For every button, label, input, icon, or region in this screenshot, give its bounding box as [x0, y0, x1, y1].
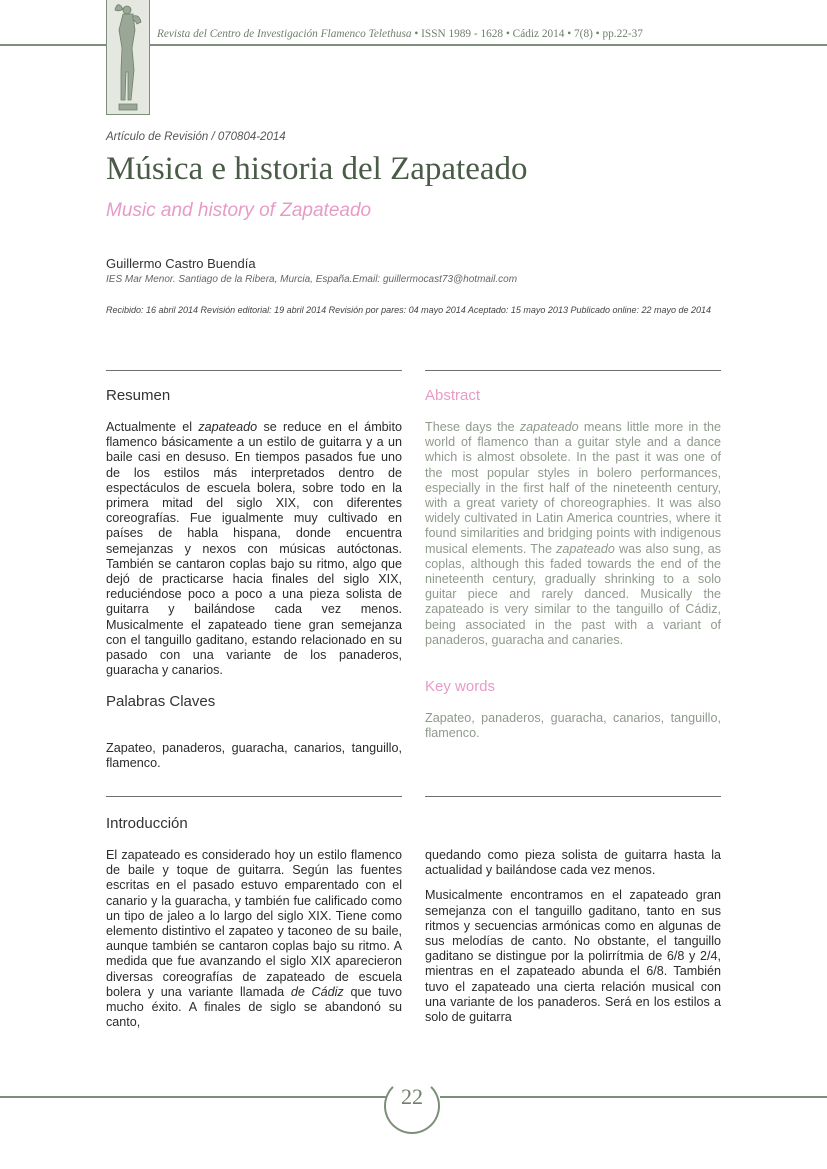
- abstract-emphasis-1: zapateado: [519, 420, 579, 434]
- resumen-emphasis: zapateado: [198, 420, 258, 434]
- author-name: Guillermo Castro Buendía: [106, 256, 256, 271]
- author-affiliation: IES Mar Menor. Santiago de la Ribera, Murcia, España.Email: guillermocast73@hotmail.com: [106, 274, 518, 285]
- intro-rule-left: [106, 796, 402, 797]
- footer-rule-left: [0, 1096, 386, 1098]
- intro-emphasis: de Cádiz: [290, 984, 344, 999]
- key-words-text: Zapateo, panaderos, guaracha, canarios, tanguillo, flamenco.: [425, 711, 721, 741]
- article-type: Artículo de Revisión / 070804-2014: [106, 131, 286, 143]
- journal-logo: [106, 0, 150, 115]
- publication-dates: Recibido: 16 abril 2014 Revisión editorial: 19 abril 2014 Revisión por pares: 04 mayo 2014 Aceptado: 15 mayo 2013 Publicado online: 22 mayo de 2014: [106, 305, 712, 315]
- introduccion-heading: Introducción: [106, 815, 188, 832]
- classical-statue-icon: [107, 0, 151, 115]
- footer-rule-right: [440, 1096, 827, 1098]
- article-subtitle: Music and history of Zapateado: [106, 200, 372, 221]
- key-words-heading: Key words: [425, 678, 496, 695]
- palabras-claves-heading: Palabras Claves: [106, 693, 216, 710]
- resumen-heading: Resumen: [106, 387, 171, 404]
- journal-name: Revista del Centro de Investigación Flamenco Telethusa: [157, 28, 412, 40]
- abstract-heading: Abstract: [425, 387, 481, 404]
- page-number: 22: [401, 1084, 423, 1109]
- palabras-claves-text: Zapateo, panaderos, guaracha, canarios, tanguillo, flamenco.: [106, 741, 402, 771]
- introduccion-left-column: El zapateado es considerado hoy un estilo flamenco de baile y toque de guitarra. Según las fuentes escritas en el pasado estuvo emparentado con el canario y la guaracha, y también fue calificado como un tipo de jaleo a lo largo del siglo XIX. Tiene como elemento distintivo el zapateo y taconeo de su baile, aunque también se cantaron coplas bajo su ritmo. A medida que fue avanzando el siglo XIX aparecieron diversas coreografías de zapateado de escuela bolera y una variante llamada de Cádiz que tuvo mucho éxito. A finales de siglo se abandonó su canto,: [106, 848, 402, 1030]
- intro-rule-right: [425, 796, 721, 797]
- abstract-emphasis-2: zapateado: [556, 541, 615, 556]
- introduccion-right-column: quedando como pieza solista de guitarra hasta la actualidad y bailándose cada vez menos. Musicalmente encontramos en el zapateado gran semejanza con el tanguillo gaditano, tanto en sus ritmos y secuencias armónicas como en algunas de sus melodías de canto. No obstante, el tanguillo gaditano se distingue por la polirrítmia de 6/8 y 2/4, mientras en el zapateado abunda el 6/8. También tuvo el zapateado una cierta relación musical con una variante de los panaderos. Será en los estilos a solo de guitarra: [425, 848, 721, 1025]
- journal-issn: • ISSN 1989 - 1628 • Cádiz 2014 • 7(8) • pp.22-37: [411, 28, 643, 40]
- abstract-text: These days the zapateado means little more in the world of flamenco than a guitar style and a dance which is almost obsolete. In the past it was one of the most popular styles in bolero performances, especially in the first half of the nineteenth century, with a great variety of choreographies. It was also widely cultivated in Latin America countries, where it found similarities and bridging points with indigenous musical elements. The zapateado was also sung, as coplas, although this faded towards the end of the nineteenth century, gradually shrinking to a solo guitar piece and rarely danced. Musically the zapateado is very similar to the tanguillo of Cádiz, being associated in the past with a variant of panaderos, guaracha and canaries.: [425, 420, 721, 647]
- resumen-text: Actualmente el zapateado se reduce en el ámbito flamenco básicamente a un estilo de guitarra y a un baile casi en desuso. En tiempos pasados fue uno de los estilos más interpretados dentro de espectáculos de escuela bolera, sobre todo en la primera mitad del siglo XIX, con diferentes coreografías. Fue igualmente muy cultivado en países de habla hispana, donde encuentra semejanzas y nexos con músicas autóctonas. También se cantaron coplas bajo su ritmo, algo que dejó de practicarse hacia finales del siglo XIX, reduciéndose poco a poco a una pieza solista de guitarra y bailándose cada vez menos. Musicalmente el zapateado tiene gran semejanza con el tanguillo gaditano, estando relacionado en su pasado con una variante de los panaderos, guaracha y canarios.: [106, 420, 402, 678]
- resumen-rule: [106, 370, 402, 371]
- abstract-rule: [425, 370, 721, 371]
- article-title: Música e historia del Zapateado: [106, 151, 528, 187]
- journal-header: [157, 28, 717, 40]
